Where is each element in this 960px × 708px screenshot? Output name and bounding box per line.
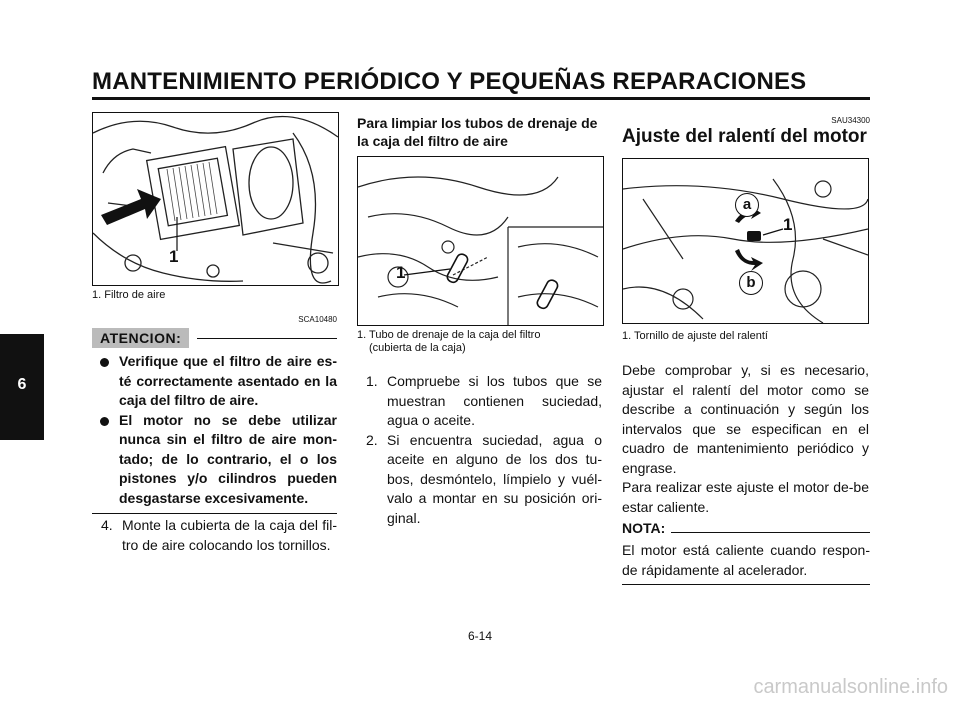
drain-tube-heading: Para limpiar los tubos de drenaje de la caja del filtro de aire bbox=[357, 115, 598, 149]
caution-code: SCA10480 bbox=[298, 315, 337, 324]
idle-screw-caption: 1. Tornillo de ajuste del ralentí bbox=[622, 330, 768, 342]
drain-tube-illustration bbox=[357, 156, 604, 326]
header-rule bbox=[92, 97, 870, 100]
caution-list bbox=[92, 352, 337, 508]
air-filter-drawing bbox=[93, 113, 338, 285]
idle-adjust-heading: Ajuste del ralentí del motor bbox=[622, 126, 867, 147]
step-4-text: Monte la cubierta de la caja del fil-tro de aire colocando los tornillos. bbox=[122, 517, 337, 553]
page-number: 6-14 bbox=[467, 629, 493, 643]
drain-tube-drawing bbox=[358, 157, 603, 325]
nota-label-rule bbox=[671, 532, 870, 533]
bullet-icon bbox=[100, 417, 109, 426]
step-2: 2. Si encuentra suciedad, agua o aceite en alguno de los dos tu-bos, desmóntelo, límpielo y vuél-valo a montar en su posición ori-ginal. bbox=[366, 431, 602, 526]
caution-label-rule bbox=[197, 338, 337, 339]
idle-screw-drawing bbox=[623, 159, 868, 323]
caution-label: ATENCION: bbox=[92, 328, 189, 348]
idle-adjust-para-2: Para realizar este ajuste el motor de-be estar caliente. bbox=[622, 479, 869, 515]
callout-b-circle: b bbox=[739, 271, 763, 295]
chapter-number: 6 bbox=[17, 376, 27, 393]
caution-end-rule bbox=[92, 513, 337, 514]
caution-item: El motor no se debe utilizar nunca sin el filtro de aire mon-tado; de lo contrario, el o los pistones y/o cilindros pueden desgastarse excesivamente. bbox=[92, 411, 337, 509]
air-filter-illustration bbox=[92, 112, 339, 286]
nota-box bbox=[622, 520, 870, 585]
watermark: carmanualsonline.info bbox=[753, 676, 948, 698]
idle-screw-illustration bbox=[622, 158, 869, 324]
figure-callout-1: 1 bbox=[783, 215, 793, 234]
section-code: SAU34300 bbox=[831, 116, 870, 125]
bullet-icon bbox=[100, 358, 109, 367]
drain-tube-caption: 1. Tubo de drenaje de la caja del filtro (cubierta de la caja) bbox=[357, 329, 541, 354]
page-header-title: MANTENIMIENTO PERIÓDICO Y PEQUEÑAS REPARACIONES bbox=[92, 68, 807, 95]
step-4 bbox=[92, 516, 337, 555]
figure-callout-1: 1 bbox=[396, 263, 406, 282]
nota-text: El motor está caliente cuando respon-de rápidamente al acelerador. bbox=[622, 542, 870, 578]
air-filter-caption: 1. Filtro de aire bbox=[92, 289, 166, 301]
drain-tube-steps bbox=[357, 372, 602, 528]
caution-box bbox=[92, 328, 337, 514]
nota-label: NOTA: bbox=[622, 520, 666, 536]
caution-item: Verifique que el filtro de aire es-té correctamente asentado en la caja del filtro de aire. bbox=[92, 352, 337, 411]
nota-end-rule bbox=[622, 584, 870, 585]
idle-adjust-para-1: Debe comprobar y, si es necesario, ajustar el ralentí del motor como se describe a continuación y según los intervalos que se especifican en el cuadro de mantenimiento periódico y engrase. bbox=[622, 362, 869, 476]
callout-a-circle: a bbox=[735, 193, 759, 217]
figure-callout-1: 1 bbox=[169, 247, 179, 266]
step-1: 1. Compruebe si los tubos que se muestran contienen suciedad, agua o aceite. bbox=[366, 373, 602, 428]
step-4-number: 4. bbox=[101, 517, 113, 533]
